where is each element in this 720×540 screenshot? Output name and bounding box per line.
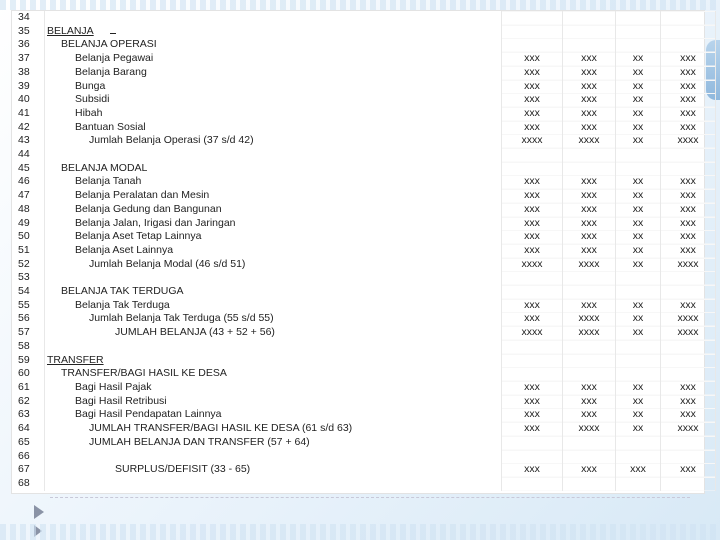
table-row: [12, 285, 716, 299]
table-row: [12, 340, 716, 354]
value-cell: xxx: [563, 121, 616, 135]
row-number: 60: [18, 367, 30, 380]
value-cell: xxx: [502, 121, 563, 135]
value-cell: xxx: [502, 244, 563, 258]
value-cell: xxx: [502, 93, 563, 107]
value-cell: [616, 162, 661, 176]
value-cell: [563, 367, 616, 381]
value-cell: [502, 477, 563, 491]
value-cell: xxx: [502, 312, 563, 326]
row-label: SURPLUS/DEFISIT (33 - 65): [45, 463, 502, 477]
row-label: Bagi Hasil Pajak: [45, 381, 502, 395]
row-number: 61: [18, 380, 30, 393]
row-number: 63: [18, 408, 30, 421]
row-number: 46: [18, 175, 30, 188]
value-cell: xx: [616, 422, 661, 436]
value-cell: xx: [616, 381, 661, 395]
budget-table-body: [12, 11, 716, 491]
value-cell: xxx: [661, 66, 716, 80]
table-row: [12, 93, 716, 107]
value-cell: xxx: [661, 93, 716, 107]
value-cell: [502, 340, 563, 354]
value-cell: xxxx: [502, 326, 563, 340]
value-cell: xxxx: [502, 134, 563, 148]
row-label: Bagi Hasil Pendapatan Lainnya: [45, 408, 502, 422]
table-row: [12, 244, 716, 258]
table-row: [12, 189, 716, 203]
value-cell: [502, 285, 563, 299]
value-cell: [616, 354, 661, 368]
table-row: [12, 450, 716, 464]
row-label: Belanja Tak Terduga: [45, 299, 502, 313]
value-cell: xxx: [563, 189, 616, 203]
value-cell: xxx: [563, 299, 616, 313]
table-row: [12, 217, 716, 231]
table-row: [12, 38, 716, 52]
value-cell: [661, 162, 716, 176]
value-cell: xxx: [563, 217, 616, 231]
value-cell: xxx: [661, 381, 716, 395]
row-number: 53: [18, 271, 30, 284]
row-number: 57: [18, 326, 30, 339]
row-label: Hibah: [45, 107, 502, 121]
table-row: [12, 203, 716, 217]
value-cell: xxx: [502, 422, 563, 436]
value-cell: xxx: [502, 52, 563, 66]
table-row: [12, 175, 716, 189]
value-cell: xxx: [661, 395, 716, 409]
value-cell: xxx: [661, 203, 716, 217]
value-cell: [563, 271, 616, 285]
value-cell: xxxx: [661, 326, 716, 340]
value-cell: [616, 285, 661, 299]
table-row: [12, 230, 716, 244]
row-number: 66: [18, 449, 30, 462]
value-cell: xxxx: [563, 422, 616, 436]
row-label: [45, 450, 502, 464]
row-label: [45, 148, 502, 162]
row-label: Jumlah Belanja Modal (46 s/d 51): [45, 258, 502, 272]
table-row: [12, 258, 716, 272]
row-number: 35: [18, 24, 30, 37]
value-cell: xxx: [502, 217, 563, 231]
value-cell: xxxx: [661, 258, 716, 272]
value-cell: [661, 148, 716, 162]
value-cell: xx: [616, 408, 661, 422]
value-cell: xxxx: [661, 134, 716, 148]
budget-table: [12, 11, 716, 491]
value-cell: [563, 11, 616, 25]
value-cell: [563, 436, 616, 450]
row-number: 64: [18, 422, 30, 435]
value-cell: xxxx: [563, 258, 616, 272]
value-cell: xxx: [563, 230, 616, 244]
value-cell: [661, 285, 716, 299]
value-cell: xx: [616, 66, 661, 80]
row-label: JUMLAH BELANJA (43 + 52 + 56): [45, 326, 502, 340]
value-cell: [563, 477, 616, 491]
table-row: [12, 354, 716, 368]
value-cell: xx: [616, 244, 661, 258]
value-cell: [616, 271, 661, 285]
row-number: 54: [18, 285, 30, 298]
table-row: [12, 121, 716, 135]
row-label: Belanja Jalan, Irigasi dan Jaringan: [45, 217, 502, 231]
table-row: [12, 477, 716, 491]
row-label: Belanja Tanah: [45, 175, 502, 189]
value-cell: [661, 340, 716, 354]
value-cell: xxx: [563, 66, 616, 80]
value-cell: xxx: [661, 463, 716, 477]
value-cell: xx: [616, 52, 661, 66]
table-row: [12, 395, 716, 409]
row-label: Jumlah Belanja Operasi (37 s/d 42): [45, 134, 502, 148]
value-cell: xxx: [502, 299, 563, 313]
row-number: 34: [18, 11, 30, 23]
value-cell: xxx: [616, 463, 661, 477]
row-label: Bantuan Sosial: [45, 121, 502, 135]
row-label: Bagi Hasil Retribusi: [45, 395, 502, 409]
value-cell: xx: [616, 217, 661, 231]
value-cell: [563, 285, 616, 299]
value-cell: xx: [616, 107, 661, 121]
value-cell: [502, 354, 563, 368]
value-cell: xxxx: [661, 312, 716, 326]
row-number: 51: [18, 243, 30, 256]
row-number: 37: [18, 52, 30, 65]
value-cell: xxx: [502, 408, 563, 422]
value-cell: [661, 436, 716, 450]
value-cell: [661, 367, 716, 381]
row-number: 42: [18, 120, 30, 133]
value-cell: xxx: [563, 93, 616, 107]
value-cell: [661, 11, 716, 25]
value-cell: [616, 367, 661, 381]
value-cell: [502, 11, 563, 25]
table-row: [12, 299, 716, 313]
value-cell: xxx: [563, 408, 616, 422]
value-cell: [502, 450, 563, 464]
value-cell: [616, 436, 661, 450]
value-cell: xxx: [502, 395, 563, 409]
value-cell: xxx: [661, 299, 716, 313]
value-cell: [502, 162, 563, 176]
value-cell: [616, 38, 661, 52]
value-cell: xxx: [502, 175, 563, 189]
row-label: BELANJA: [45, 25, 502, 39]
value-cell: xx: [616, 80, 661, 94]
value-cell: xxx: [661, 189, 716, 203]
table-row: [12, 463, 716, 477]
value-cell: xx: [616, 93, 661, 107]
value-cell: [563, 25, 616, 39]
row-number: 59: [18, 353, 30, 366]
value-cell: [502, 148, 563, 162]
row-label: Belanja Barang: [45, 66, 502, 80]
row-label: Belanja Peralatan dan Mesin: [45, 189, 502, 203]
play-icon[interactable]: [34, 505, 44, 519]
row-label: JUMLAH BELANJA DAN TRANSFER (57 + 64): [45, 436, 502, 450]
row-number: 49: [18, 216, 30, 229]
value-cell: [616, 450, 661, 464]
row-number: 45: [18, 161, 30, 174]
budget-table-card: [12, 11, 704, 493]
table-row: [12, 271, 716, 285]
value-cell: xxx: [661, 121, 716, 135]
value-cell: xxx: [661, 175, 716, 189]
bottom-stripe-decoration: [0, 524, 720, 540]
value-cell: [502, 367, 563, 381]
value-cell: [502, 436, 563, 450]
row-number: 56: [18, 312, 30, 325]
value-cell: xx: [616, 395, 661, 409]
value-cell: [661, 25, 716, 39]
value-cell: xxx: [563, 52, 616, 66]
row-label: BELANJA TAK TERDUGA: [45, 285, 502, 299]
row-number: 58: [18, 339, 30, 352]
value-cell: [563, 38, 616, 52]
value-cell: xxx: [563, 80, 616, 94]
table-row: [12, 408, 716, 422]
value-cell: xxx: [502, 463, 563, 477]
table-row: [12, 80, 716, 94]
value-cell: xxx: [563, 244, 616, 258]
value-cell: [563, 162, 616, 176]
row-number: 40: [18, 93, 30, 106]
table-row: [12, 52, 716, 66]
value-cell: xxx: [661, 80, 716, 94]
table-row: [12, 11, 716, 25]
table-row: [12, 25, 716, 39]
value-cell: xx: [616, 326, 661, 340]
value-cell: [563, 450, 616, 464]
value-cell: xxx: [661, 230, 716, 244]
row-number: 65: [18, 435, 30, 448]
value-cell: [502, 271, 563, 285]
value-cell: xxx: [502, 189, 563, 203]
row-number: 52: [18, 257, 30, 270]
value-cell: xxx: [563, 395, 616, 409]
value-cell: xxx: [661, 52, 716, 66]
row-number: 47: [18, 189, 30, 202]
value-cell: xxx: [563, 463, 616, 477]
row-number: 36: [18, 38, 30, 51]
value-cell: [563, 148, 616, 162]
table-row: [12, 312, 716, 326]
table-row: [12, 66, 716, 80]
table-row: [12, 107, 716, 121]
value-cell: xxx: [563, 107, 616, 121]
table-row: [12, 436, 716, 450]
value-cell: xxx: [563, 381, 616, 395]
slide-divider: [50, 497, 690, 498]
value-cell: [661, 477, 716, 491]
row-number: 38: [18, 65, 30, 78]
row-label: TRANSFER/BAGI HASIL KE DESA: [45, 367, 502, 381]
value-cell: [616, 340, 661, 354]
value-cell: [661, 38, 716, 52]
value-cell: xxx: [502, 107, 563, 121]
value-cell: xxx: [502, 66, 563, 80]
value-cell: xxxx: [502, 258, 563, 272]
value-cell: xxxx: [661, 422, 716, 436]
row-label: Belanja Aset Lainnya: [45, 244, 502, 258]
row-number: 50: [18, 230, 30, 243]
row-label: Bunga: [45, 80, 502, 94]
row-label: [45, 11, 502, 25]
table-row: [12, 367, 716, 381]
row-label: Jumlah Belanja Tak Terduga (55 s/d 55): [45, 312, 502, 326]
row-label: Subsidi: [45, 93, 502, 107]
row-number: 62: [18, 394, 30, 407]
value-cell: xx: [616, 258, 661, 272]
value-cell: xx: [616, 203, 661, 217]
row-number: 44: [18, 148, 30, 161]
row-label: JUMLAH TRANSFER/BAGI HASIL KE DESA (61 s/d 63): [45, 422, 502, 436]
row-number: 43: [18, 134, 30, 147]
value-cell: xxx: [502, 381, 563, 395]
row-number: 55: [18, 298, 30, 311]
value-cell: [502, 38, 563, 52]
value-cell: xx: [616, 230, 661, 244]
row-label: BELANJA MODAL: [45, 162, 502, 176]
table-row: [12, 381, 716, 395]
value-cell: xx: [616, 299, 661, 313]
value-cell: xxx: [502, 80, 563, 94]
table-row: [12, 422, 716, 436]
value-cell: xxx: [661, 408, 716, 422]
value-cell: xxxx: [563, 326, 616, 340]
value-cell: xxxx: [563, 312, 616, 326]
row-label: Belanja Aset Tetap Lainnya: [45, 230, 502, 244]
value-cell: xx: [616, 312, 661, 326]
value-cell: [616, 148, 661, 162]
value-cell: xx: [616, 121, 661, 135]
top-stripe-decoration: [0, 0, 720, 10]
value-cell: xxx: [661, 107, 716, 121]
row-label: BELANJA OPERASI: [45, 38, 502, 52]
row-number: 41: [18, 106, 30, 119]
value-cell: xxx: [661, 244, 716, 258]
value-cell: xx: [616, 175, 661, 189]
value-cell: xxx: [502, 203, 563, 217]
row-number: 67: [18, 463, 30, 476]
value-cell: xxx: [563, 203, 616, 217]
value-cell: xxx: [661, 217, 716, 231]
value-cell: xxx: [502, 230, 563, 244]
value-cell: [616, 11, 661, 25]
value-cell: xx: [616, 134, 661, 148]
value-cell: xxx: [563, 175, 616, 189]
table-row: [12, 162, 716, 176]
table-row: [12, 326, 716, 340]
value-cell: [661, 271, 716, 285]
row-label: Belanja Pegawai: [45, 52, 502, 66]
row-label: [45, 340, 502, 354]
row-label: TRANSFER: [45, 354, 502, 368]
underline-mark: [110, 25, 116, 34]
value-cell: [563, 354, 616, 368]
row-label: [45, 477, 502, 491]
value-cell: [502, 25, 563, 39]
value-cell: [563, 340, 616, 354]
value-cell: xxxx: [563, 134, 616, 148]
row-number: 39: [18, 79, 30, 92]
row-label: [45, 271, 502, 285]
table-row: [12, 134, 716, 148]
row-number: 48: [18, 202, 30, 215]
value-cell: [661, 354, 716, 368]
value-cell: [616, 25, 661, 39]
table-row: [12, 148, 716, 162]
value-cell: [661, 450, 716, 464]
row-label: Belanja Gedung dan Bangunan: [45, 203, 502, 217]
row-number: 68: [18, 476, 30, 489]
value-cell: xx: [616, 189, 661, 203]
value-cell: [616, 477, 661, 491]
